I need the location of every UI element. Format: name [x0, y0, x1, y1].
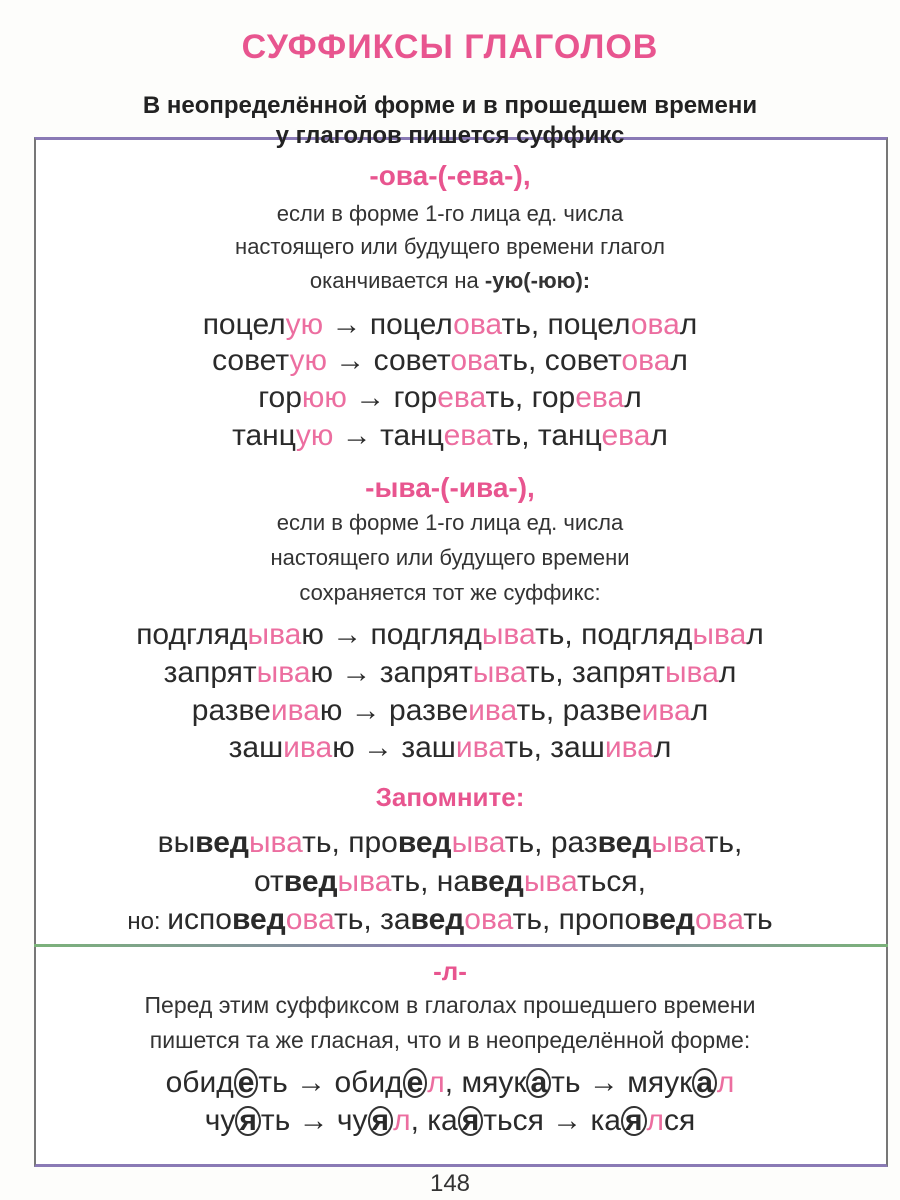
- suffix-highlight: ую: [295, 419, 334, 452]
- root-bold: вед: [231, 903, 286, 936]
- word-part: танц: [232, 419, 296, 452]
- example-line: [0, 1106, 900, 1136]
- root-bold: вед: [470, 865, 524, 898]
- word-part: л: [653, 731, 672, 764]
- suffix-highlight: ова: [450, 344, 499, 377]
- suffix-l: -л-: [433, 956, 467, 986]
- suffix-highlight: ыва: [481, 618, 536, 651]
- word-part: запрят: [163, 656, 257, 689]
- word-part: ть, на: [390, 865, 471, 898]
- circled-vowel: я: [368, 1106, 394, 1136]
- word-part: ть, заш: [504, 731, 605, 764]
- word-part: разве: [191, 694, 271, 727]
- suffix-highlight: л: [393, 1104, 411, 1137]
- circled-vowel: а: [526, 1068, 551, 1098]
- page-title: СУФФИКСЫ ГЛАГОЛОВ: [241, 28, 659, 66]
- root-bold: вед: [641, 903, 695, 936]
- word-part: ть: [743, 903, 773, 936]
- word-part: совет: [212, 344, 290, 377]
- word-part: → гор: [346, 381, 438, 414]
- rule-desc-line: настоящего или будущего времени глагол: [235, 234, 665, 259]
- word-part: ться → ка: [483, 1104, 621, 1137]
- word-part: ть, совет: [498, 344, 622, 377]
- example-line: [0, 421, 900, 451]
- suffix-highlight: ую: [289, 344, 327, 377]
- suffix-highlight: ова: [285, 903, 335, 936]
- circled-vowel: я: [458, 1106, 484, 1136]
- suffix-highlight: ыва: [256, 656, 311, 689]
- example-line: [0, 828, 900, 858]
- word-part: л: [670, 344, 688, 377]
- word-part: от: [254, 865, 284, 898]
- rule-desc-line: [0, 270, 900, 292]
- suffix-highlight: ыва: [651, 826, 705, 859]
- word-part: чу: [204, 1104, 236, 1137]
- word-part: л: [624, 381, 642, 414]
- suffix-ova: -ова-(-ева-),: [369, 160, 531, 191]
- word-part: подгляд: [136, 618, 248, 651]
- rule-header-line: у глаголов пишется суффикс: [275, 122, 625, 149]
- word-part: ть → чу: [260, 1104, 368, 1137]
- word-part: ть, про: [302, 826, 398, 859]
- example-line: [0, 905, 900, 935]
- suffix-highlight: ыва: [247, 618, 302, 651]
- word-part: ть, танц: [491, 419, 602, 452]
- section-divider: [34, 944, 888, 947]
- suffix-highlight: ыва: [523, 865, 578, 898]
- example-line: [0, 867, 900, 897]
- circled-vowel: а: [692, 1068, 717, 1098]
- remember-label: Запомните:: [375, 782, 525, 812]
- suffix-highlight: ова: [630, 308, 680, 341]
- word-part: ю → подгляд: [301, 618, 482, 651]
- word-part: ся: [664, 1104, 696, 1137]
- word-part: поцел: [202, 308, 286, 341]
- suffix-highlight: л: [427, 1066, 445, 1099]
- suffix-highlight: ыва: [248, 826, 303, 859]
- suffix-highlight: ива: [604, 731, 654, 764]
- word-part: вы: [157, 826, 196, 859]
- word-part: ть, за: [334, 903, 411, 936]
- example-line: [0, 383, 900, 413]
- suffix-highlight: ова: [694, 903, 744, 936]
- word-part: ю → запрят: [310, 656, 473, 689]
- suffix-highlight: ова: [621, 344, 671, 377]
- word-part: ть, запрят: [525, 656, 665, 689]
- suffix-highlight: л: [716, 1066, 735, 1099]
- rule-desc-line: пишется та же гласная, что и в неопределённой форме:: [149, 1027, 751, 1053]
- suffix-yva: -ыва-(-ива-),: [365, 472, 535, 503]
- word-part: л: [718, 656, 737, 689]
- suffix-highlight: ева: [437, 381, 486, 414]
- word-part: ть, разве: [516, 694, 642, 727]
- page-number: 148: [429, 1170, 471, 1197]
- word-part: ть → обид: [258, 1066, 403, 1099]
- word-part: л: [679, 308, 698, 341]
- word-part: л: [690, 694, 709, 727]
- root-bold: вед: [283, 865, 338, 898]
- suffix-highlight: ыва: [664, 656, 719, 689]
- word-part: ть, гор: [485, 381, 576, 414]
- suffix-highlight: ива: [270, 694, 320, 727]
- rule-desc-line: Перед этим суффиксом в глаголах прошедшего времени: [144, 992, 756, 1018]
- suffix-highlight: ова: [453, 308, 502, 341]
- word-part: ть, подгляд: [535, 618, 693, 651]
- word-part: ть, пропо: [512, 903, 642, 936]
- word-part: гор: [258, 381, 302, 414]
- suffix-highlight: ива: [455, 731, 505, 764]
- word-part: заш: [228, 731, 284, 764]
- suffix-highlight: ива: [641, 694, 691, 727]
- example-line: [0, 733, 900, 763]
- word-part: обид: [165, 1066, 234, 1099]
- rule-desc-line: настоящего или будущего времени: [270, 545, 630, 570]
- word-part: л: [650, 419, 668, 452]
- circled-vowel: е: [403, 1068, 428, 1098]
- word-part: ю → заш: [332, 731, 456, 764]
- desc-ending: -ую(-юю):: [484, 268, 591, 293]
- word-part: ть,: [704, 826, 743, 859]
- root-bold: вед: [397, 826, 452, 859]
- suffix-highlight: ева: [575, 381, 625, 414]
- example-line: [0, 346, 900, 376]
- word-part: → поцел: [323, 308, 454, 341]
- suffix-highlight: ива: [468, 694, 517, 727]
- suffix-highlight: ива: [283, 731, 333, 764]
- word-part: , ка: [410, 1104, 458, 1137]
- word-part: ть → мяук: [551, 1066, 693, 1099]
- suffix-highlight: юю: [301, 381, 347, 414]
- rule-desc-line: если в форме 1-го лица ед. числа: [276, 201, 624, 226]
- circled-vowel: я: [235, 1106, 261, 1136]
- rule-desc-line: сохраняется тот же суффикс:: [299, 580, 601, 605]
- suffix-highlight: ыва: [451, 826, 505, 859]
- word-part: , мяук: [444, 1066, 527, 1099]
- word-part: но:: [127, 908, 168, 935]
- example-line: [0, 620, 900, 650]
- word-part: испо: [167, 903, 232, 936]
- rule-header-line: В неопределённой форме и в прошедшем времени: [142, 92, 758, 119]
- suffix-highlight: ую: [285, 308, 324, 341]
- example-line: [0, 658, 900, 688]
- suffix-highlight: л: [646, 1104, 665, 1137]
- word-part: ть, раз: [504, 826, 598, 859]
- example-line: [0, 310, 900, 340]
- root-bold: вед: [195, 826, 249, 859]
- word-part: л: [746, 618, 764, 651]
- root-bold: вед: [410, 903, 465, 936]
- suffix-highlight: ева: [443, 419, 492, 452]
- suffix-highlight: ыва: [692, 618, 747, 651]
- circled-vowel: е: [234, 1068, 259, 1098]
- example-line: [0, 1068, 900, 1098]
- suffix-highlight: ыва: [337, 865, 391, 898]
- word-part: ю → разве: [319, 694, 469, 727]
- word-part: → танц: [333, 419, 444, 452]
- word-part: ться,: [577, 865, 646, 898]
- rule-desc-line: если в форме 1-го лица ед. числа: [276, 510, 624, 535]
- desc-text: оканчивается на: [309, 268, 485, 293]
- example-line: [0, 696, 900, 726]
- word-part: ть, поцел: [501, 308, 631, 341]
- suffix-highlight: ова: [464, 903, 513, 936]
- circled-vowel: я: [621, 1106, 647, 1136]
- suffix-highlight: ыва: [472, 656, 526, 689]
- root-bold: вед: [597, 826, 652, 859]
- suffix-highlight: ева: [601, 419, 651, 452]
- word-part: → совет: [326, 344, 451, 377]
